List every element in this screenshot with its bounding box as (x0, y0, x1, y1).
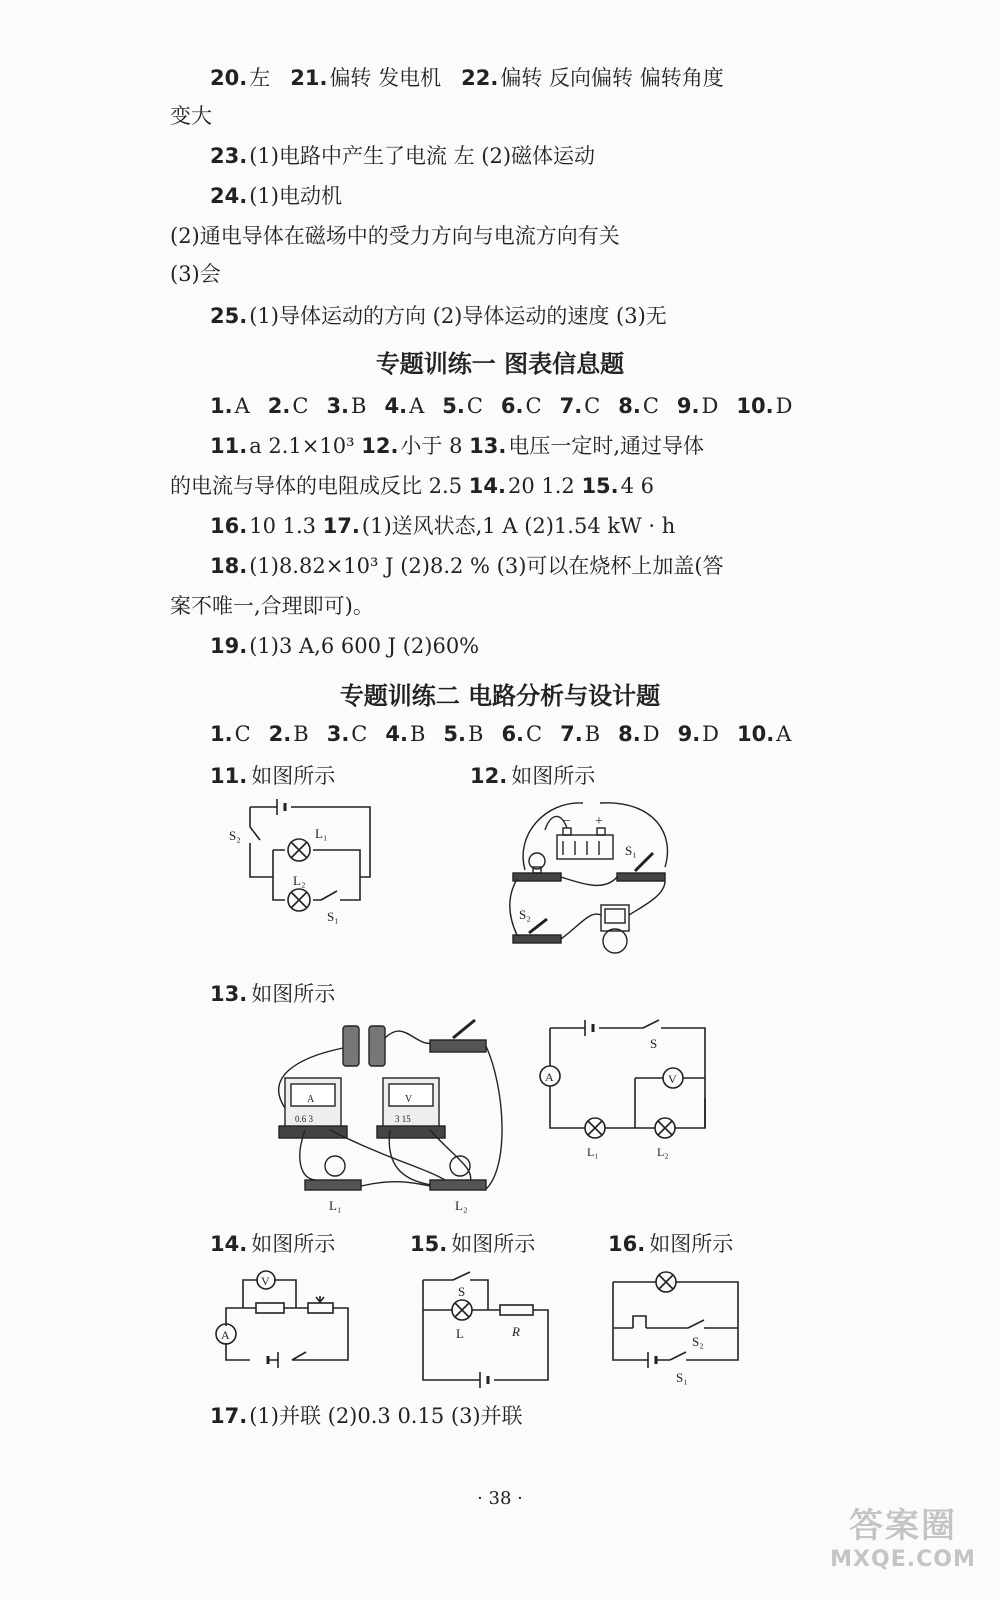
circuit-diagram-14 (208, 1268, 358, 1378)
answer-letter: C (525, 394, 542, 418)
caption-16 (608, 1228, 733, 1258)
answer-line-continued: 变大 (170, 104, 212, 128)
label-s1: S₁ (327, 909, 339, 924)
answer-text: 左 (249, 66, 271, 90)
mc-answer-item (269, 718, 309, 750)
q-number: 15. (410, 1232, 448, 1256)
answer-letter: A (234, 394, 250, 418)
circuit-diagram-16 (608, 1268, 758, 1388)
answer-text: 4 6 (620, 474, 655, 498)
mc-answer-item (560, 718, 600, 750)
caption-text: 如图所示 (511, 764, 596, 788)
q-number: 20. (210, 66, 248, 90)
label-s2: S₂ (692, 1334, 704, 1349)
q-number: 5. (442, 394, 465, 418)
mc-answer-item (618, 390, 659, 422)
label-s1: S₁ (676, 1370, 688, 1385)
q-number: 16. (608, 1232, 646, 1256)
ammeter-symbol: A (545, 1070, 554, 1084)
label-s: S (458, 1284, 466, 1299)
caption-11 (210, 760, 335, 790)
mc-answer-item (210, 390, 250, 422)
physical-circuit-13 (265, 1018, 525, 1218)
circuit-diagram-11 (225, 795, 405, 925)
label-l1: L₁ (329, 1198, 342, 1213)
mc-answer-item (327, 718, 368, 750)
q-number: 8. (618, 394, 641, 418)
caption-text: 如图所示 (251, 764, 336, 788)
caption-15 (410, 1228, 535, 1258)
ammeter-symbol: A (221, 1328, 230, 1342)
mc-answer-item (737, 718, 791, 750)
q-number: 7. (560, 722, 583, 746)
q-number: 4. (384, 394, 408, 418)
caption-text: 如图所示 (649, 1232, 734, 1256)
answer-text: 小于 8 (400, 434, 470, 458)
mc-answer-item (678, 718, 719, 750)
q-number: 3. (326, 394, 350, 418)
q-number: 2. (268, 722, 292, 746)
caption-13 (210, 978, 335, 1008)
answer-text: 偏转 发电机 (329, 66, 442, 90)
label-l2: L₂ (455, 1198, 468, 1213)
section-title-1: 专题训练一 图表信息题 (375, 350, 625, 378)
q-number: 21. (290, 66, 328, 90)
answer-line-24-2: (2)通电导体在磁场中的受力方向与电流方向有关 (170, 224, 620, 248)
q-number: 12. (361, 434, 399, 458)
q-number: 17. (210, 1404, 248, 1428)
answer-letter: C (351, 722, 368, 746)
answer-text: (1)电路中产生了电流 左 (2)磁体运动 (249, 144, 596, 168)
caption-text: 如图所示 (251, 1232, 336, 1256)
circuit-diagram-13 (535, 1018, 715, 1168)
caption-12 (470, 760, 595, 790)
q-number: 13. (210, 982, 248, 1006)
mc-answer-item (560, 390, 601, 422)
answer-letter: C (234, 722, 251, 746)
mc-answer-item (501, 718, 542, 750)
answer-line-23 (210, 140, 595, 172)
answer-letter: A (409, 394, 425, 418)
answer-line-25 (210, 300, 667, 332)
answer-line-19 (210, 630, 479, 662)
q-number: 7. (559, 394, 583, 418)
answer-letter: B (468, 722, 484, 746)
answer-letter: C (466, 394, 483, 418)
q-number: 1. (210, 722, 233, 746)
label-l2: L₂ (293, 873, 306, 888)
q-number: 2. (267, 394, 291, 418)
mc-answer-item (385, 718, 425, 750)
circuit-diagram-15 (418, 1268, 568, 1398)
q-number: 9. (676, 394, 700, 418)
mc-answer-item (268, 390, 309, 422)
meter-a-scale: 0.6 3 (295, 1114, 313, 1124)
label-s1: S₁ (625, 843, 637, 858)
q-number: 19. (210, 634, 248, 658)
q-number: 10. (737, 722, 775, 746)
answer-line-11-13 (210, 430, 704, 462)
answer-letter: D (702, 722, 720, 746)
answer-letter: B (351, 394, 367, 418)
answer-line-18-cont: 案不唯一,合理即可)。 (170, 594, 374, 618)
q-number: 16. (210, 514, 248, 538)
answer-line-16-17 (210, 510, 675, 542)
q-number: 14. (210, 1232, 248, 1256)
q-number: 8. (618, 722, 641, 746)
caption-text: 如图所示 (251, 982, 336, 1006)
answer-text: a 2.1×10³ (249, 434, 362, 458)
answer-text: (1)3 A,6 600 J (2)60% (249, 634, 480, 658)
voltmeter-symbol: V (668, 1072, 677, 1086)
mc-answer-item (618, 718, 659, 750)
q-number: 17. (322, 514, 360, 538)
meter-a-label: A (307, 1094, 315, 1105)
answer-text: (1)并联 (2)0.3 0.15 (3)并联 (249, 1404, 523, 1428)
mc-answer-item (443, 718, 483, 750)
q-number: 11. (210, 764, 248, 788)
battery-minus: − (563, 814, 571, 829)
battery-plus: + (595, 814, 603, 829)
page-number: · 38 · (477, 1488, 523, 1509)
q-number: 18. (210, 554, 248, 578)
answer-letter: D (642, 722, 660, 746)
answer-letter: B (584, 722, 601, 746)
mc-answer-item (326, 390, 366, 422)
answer-text: 的电流与导体的电阻成反比 2.5 (170, 474, 469, 498)
answer-letter: D (775, 394, 793, 418)
label-l1: L₁ (587, 1145, 599, 1159)
answer-text: (1)电动机 (249, 184, 342, 208)
q-number: 12. (470, 764, 508, 788)
answer-text: 偏转 反向偏转 偏转角度 (500, 66, 724, 90)
q-number: 23. (210, 144, 248, 168)
q-number: 4. (385, 722, 408, 746)
answer-line-18 (210, 550, 724, 582)
q-number: 25. (210, 304, 248, 328)
answer-letter: B (409, 722, 426, 746)
label-s2: S₂ (229, 828, 241, 843)
q-number: 6. (500, 394, 524, 418)
mc-answer-item (677, 390, 718, 422)
q-number: 22. (461, 66, 499, 90)
answer-line-17 (210, 1400, 523, 1432)
label-s: S (650, 1036, 658, 1051)
q-number: 10. (736, 394, 774, 418)
mc-answer-item (442, 390, 483, 422)
watermark-url: MXQE.COM (830, 1547, 976, 1572)
answer-letter: A (776, 722, 792, 746)
q-number: 11. (210, 434, 248, 458)
physical-circuit-12 (505, 795, 685, 960)
label-r: R (512, 1324, 520, 1339)
mc-answer-item (501, 390, 542, 422)
watermark-logo (818, 1498, 988, 1594)
answer-line-24-3: (3)会 (170, 262, 221, 286)
q-number: 5. (443, 722, 466, 746)
answer-text: 20 1.2 (507, 474, 582, 498)
answer-line-13-15 (170, 470, 654, 502)
caption-text: 如图所示 (451, 1232, 536, 1256)
answer-letter: C (584, 394, 601, 418)
q-number: 6. (501, 722, 525, 746)
answer-line-24 (210, 180, 342, 212)
mc-answers-1 (210, 390, 810, 422)
answer-letter: B (293, 722, 309, 746)
mc-answers-2 (210, 718, 809, 750)
voltmeter-symbol: V (261, 1274, 270, 1288)
caption-14 (210, 1228, 335, 1258)
watermark-text: 答案圈 (849, 1506, 957, 1546)
label-l: L (456, 1326, 464, 1341)
q-number: 24. (210, 184, 248, 208)
q-number: 13. (469, 434, 507, 458)
label-l1: L₁ (315, 826, 328, 841)
label-s2: S₂ (519, 907, 531, 922)
mc-answer-item (736, 390, 792, 422)
answer-text: (1)导体运动的方向 (2)导体运动的速度 (3)无 (249, 304, 667, 328)
answer-letter: C (292, 394, 309, 418)
answer-text: (1)送风状态,1 A (2)1.54 kW · h (361, 514, 676, 538)
answer-letter: C (526, 722, 543, 746)
answer-text: 电压一定时,通过导体 (508, 434, 705, 458)
answer-text: 10 1.3 (249, 514, 323, 538)
q-number: 9. (677, 722, 701, 746)
meter-v-scale: 3 15 (395, 1114, 411, 1124)
meter-v-label: V (405, 1094, 413, 1105)
q-number: 15. (581, 474, 619, 498)
q-number: 1. (210, 394, 233, 418)
answer-letter: D (701, 394, 719, 418)
q-number: 3. (326, 722, 350, 746)
answer-text: (1)8.82×10³ J (2)8.2 % (3)可以在烧杯上加盖(答 (249, 554, 724, 578)
label-l2: L₂ (657, 1145, 669, 1159)
q-number: 14. (468, 474, 506, 498)
section-title-2: 专题训练二 电路分析与设计题 (339, 682, 661, 710)
mc-answer-item (384, 390, 424, 422)
answer-letter: C (642, 394, 659, 418)
answer-line-20-22 (210, 62, 724, 94)
mc-answer-item (210, 718, 251, 750)
